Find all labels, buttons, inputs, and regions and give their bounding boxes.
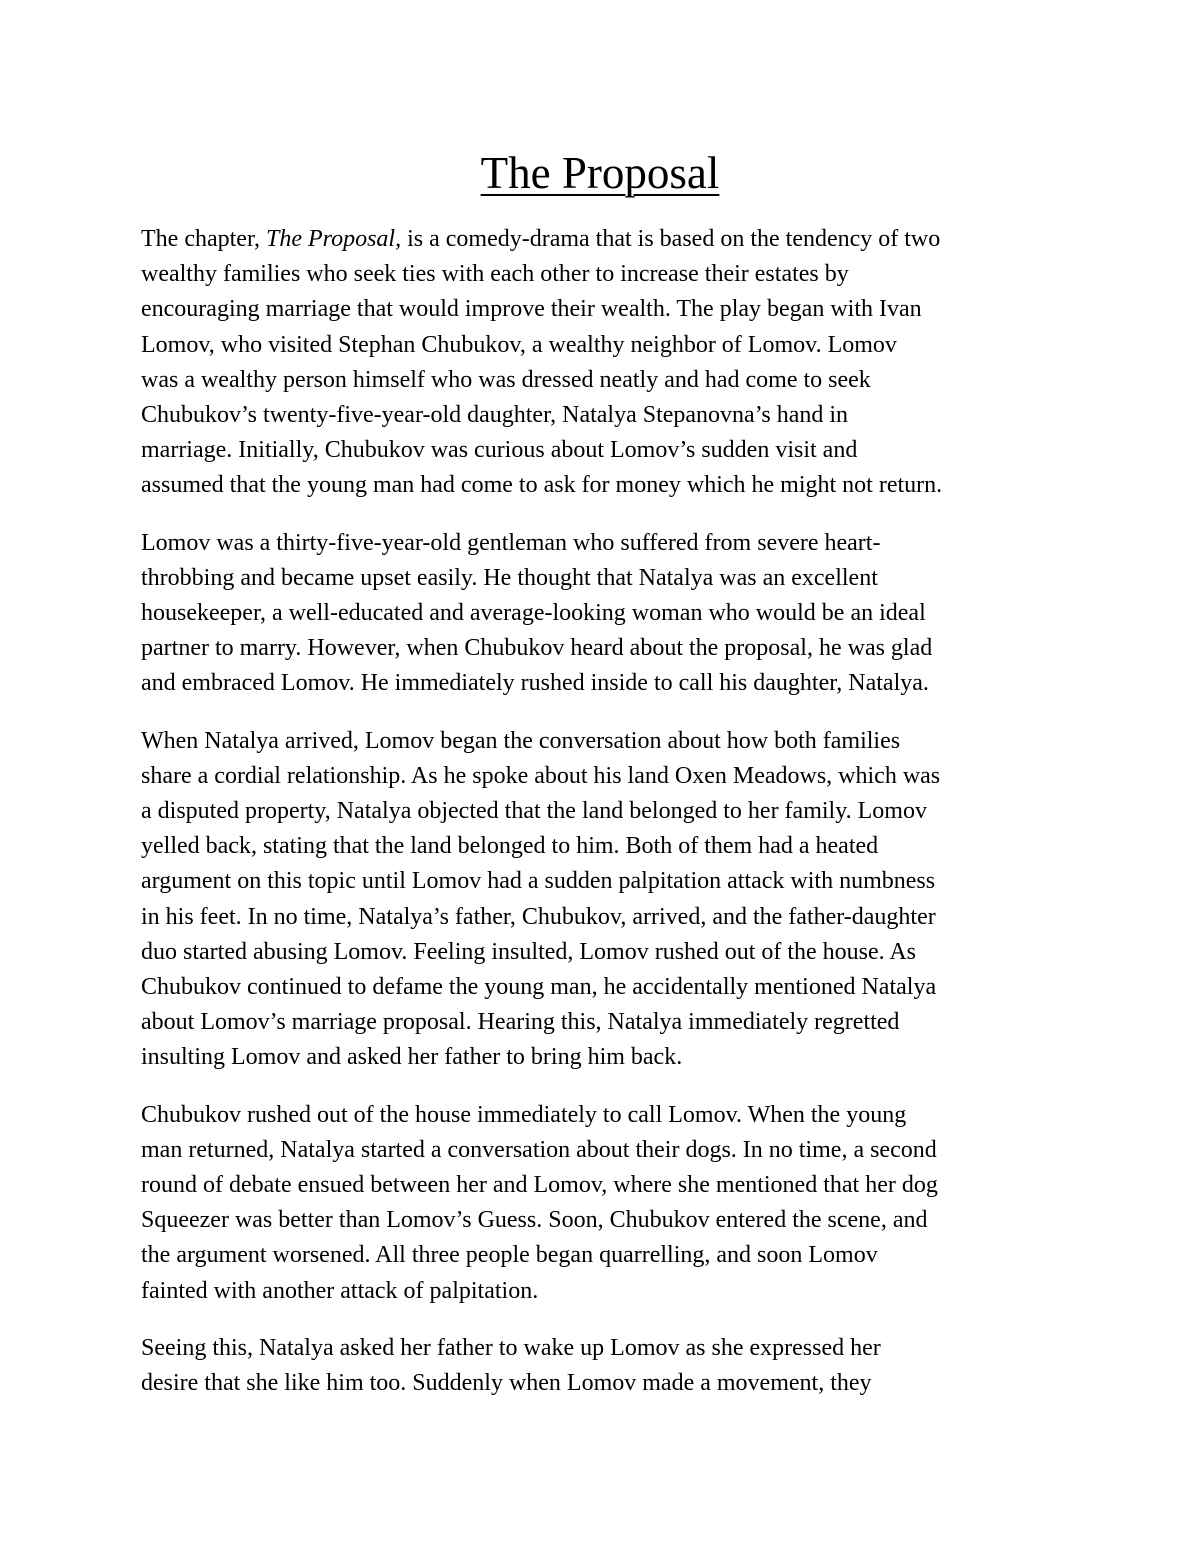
- paragraph-3: [141, 724, 1071, 1076]
- italic-title-reference: The Proposal,: [265, 226, 402, 252]
- text-line: wealthy families who seek ties with each other to increase their estates by: [141, 261, 849, 288]
- paragraph-1: [141, 222, 1071, 504]
- text-run: is a comedy-drama that is based on the tendency of two: [401, 226, 941, 252]
- text-line: in his feet. In no time, Natalya’s father, Chubukov, arrived, and the father-daughter: [141, 903, 936, 930]
- text-line: throbbing and became upset easily. He thought that Natalya was an excellent: [141, 564, 878, 591]
- text-line: fainted with another attack of palpitation.: [141, 1277, 539, 1304]
- text-line: Chubukov rushed out of the house immediately to call Lomov. When the young: [141, 1101, 907, 1128]
- text-line: duo started abusing Lomov. Feeling insulted, Lomov rushed out of the house. As: [141, 938, 917, 965]
- text-line: yelled back, stating that the land belonged to him. Both of them had a heated: [141, 833, 879, 860]
- text-line: and embraced Lomov. He immediately rushed inside to call his daughter, Natalya.: [141, 670, 929, 697]
- text-run: The chapter,: [141, 226, 266, 252]
- text-line: encouraging marriage that would improve their wealth. The play began with Ivan: [141, 296, 922, 323]
- document-body: [141, 222, 1071, 1423]
- text-line: assumed that the young man had come to ask for money which he might not return.: [141, 472, 943, 499]
- paragraph-2: [141, 526, 1071, 702]
- text-line: Squeezer was better than Lomov’s Guess. Soon, Chubukov entered the scene, and: [141, 1207, 928, 1234]
- text-line: Chubukov continued to defame the young man, he accidentally mentioned Natalya: [141, 974, 937, 1001]
- text-line: Chubukov’s twenty-five-year-old daughter, Natalya Stepanovna’s hand in: [141, 402, 849, 429]
- text-line: man returned, Natalya started a conversation about their dogs. In no time, a second: [141, 1136, 937, 1163]
- text-line: housekeeper, a well-educated and average-looking woman who would be an ideal: [141, 600, 926, 627]
- text-line: When Natalya arrived, Lomov began the conversation about how both families: [141, 727, 901, 754]
- text-line: argument on this topic until Lomov had a sudden palpitation attack with numbness: [141, 868, 936, 895]
- text-line: the argument worsened. All three people began quarrelling, and soon Lomov: [141, 1242, 878, 1269]
- text-line: Seeing this, Natalya asked her father to wake up Lomov as she expressed her: [141, 1334, 881, 1361]
- text-line: share a cordial relationship. As he spoke about his land Oxen Meadows, which was: [141, 762, 941, 789]
- text-line: desire that she like him too. Suddenly when Lomov made a movement, they: [141, 1370, 872, 1397]
- text-line: Lomov was a thirty-five-year-old gentleman who suffered from severe heart-: [141, 529, 881, 556]
- text-line: Lomov, who visited Stephan Chubukov, a wealthy neighbor of Lomov. Lomov: [141, 331, 897, 358]
- title-text: The Proposal: [480, 148, 720, 198]
- text-line: about Lomov’s marriage proposal. Hearing this, Natalya immediately regretted: [141, 1009, 900, 1036]
- paragraph-5: [141, 1331, 1071, 1401]
- text-line: was a wealthy person himself who was dressed neatly and had come to seek: [141, 366, 871, 393]
- text-line: partner to marry. However, when Chubukov heard about the proposal, he was glad: [141, 635, 933, 662]
- text-line: round of debate ensued between her and Lomov, where she mentioned that her dog: [141, 1172, 938, 1199]
- paragraph-4: [141, 1098, 1071, 1309]
- text-line: a disputed property, Natalya objected that the land belonged to her family. Lomov: [141, 798, 927, 825]
- text-line: marriage. Initially, Chubukov was curious about Lomov’s sudden visit and: [141, 437, 858, 464]
- page-title: [0, 145, 1200, 201]
- text-line: insulting Lomov and asked her father to bring him back.: [141, 1044, 683, 1071]
- text-line: [141, 222, 1071, 257]
